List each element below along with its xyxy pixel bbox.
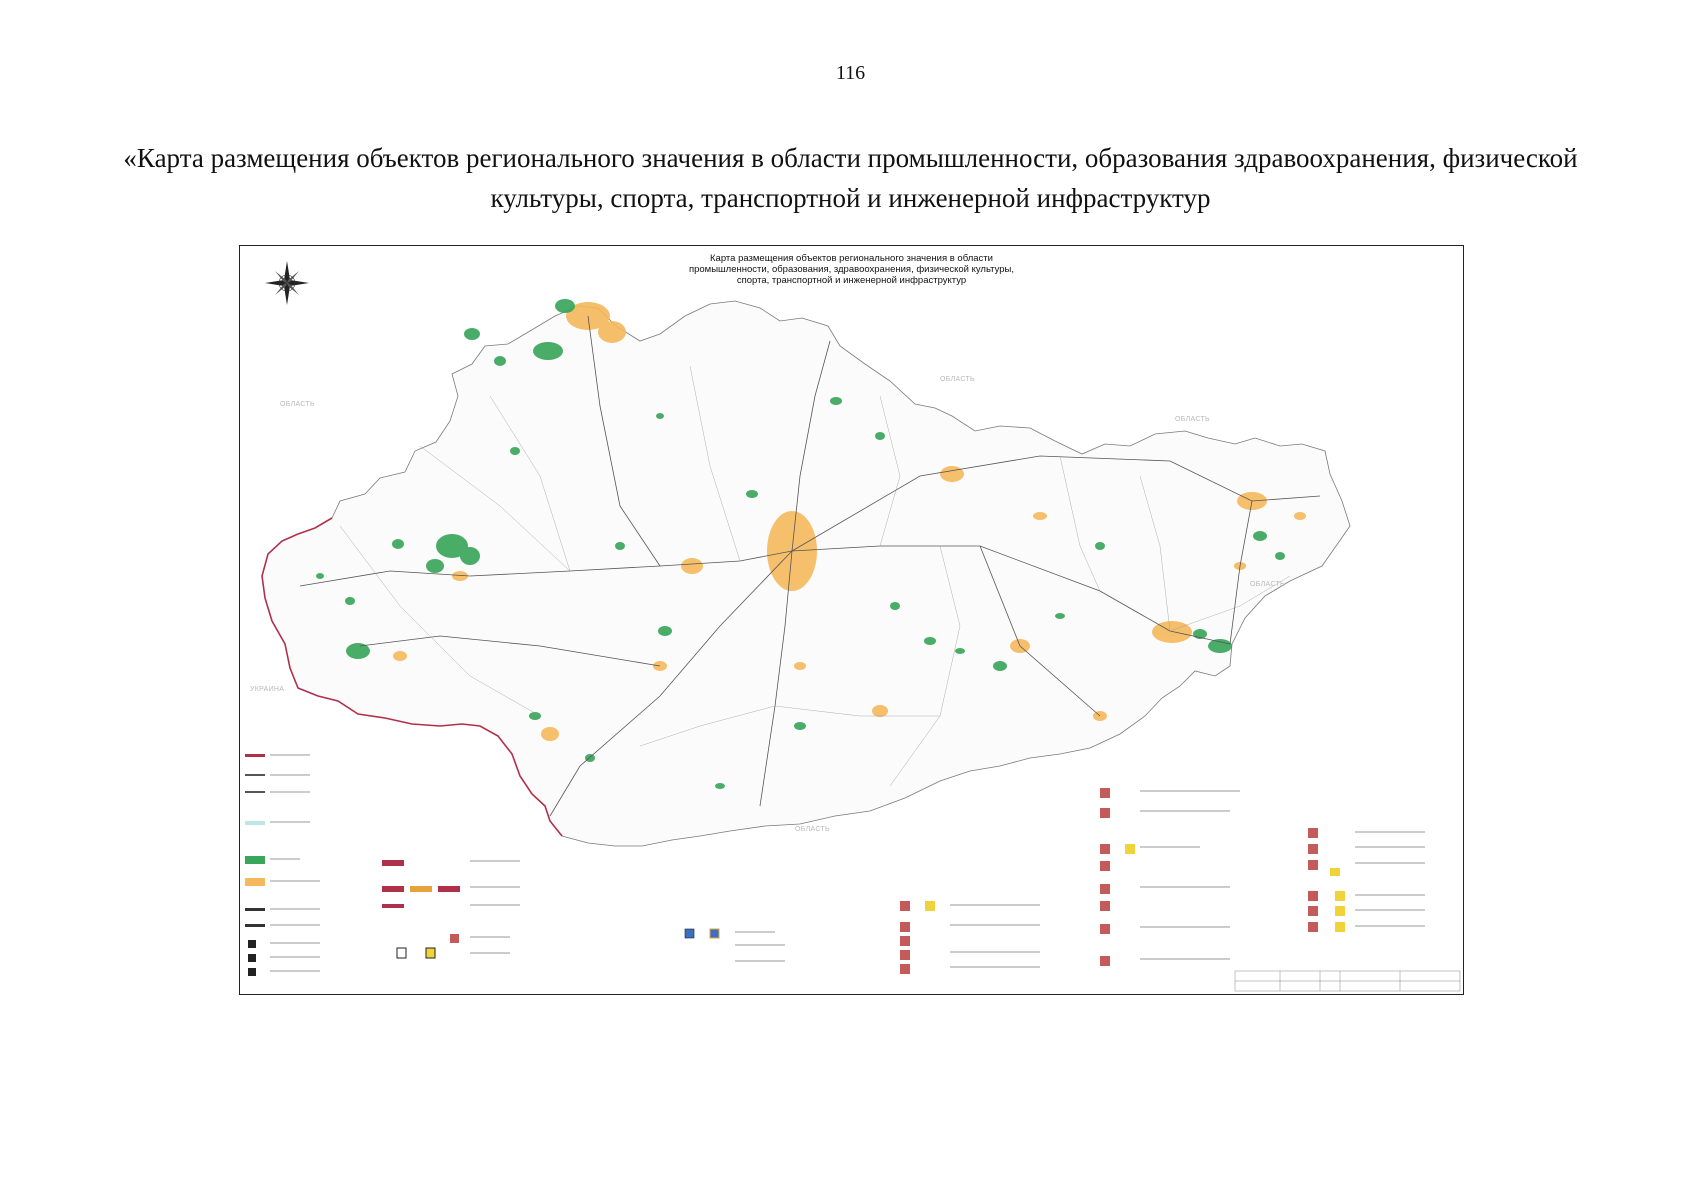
legend-transport (382, 860, 520, 958)
legend-industry (1100, 788, 1240, 966)
document-title: «Карта размещения объектов регионального значения в области промышленности, образования здравоохранения, физической культуры, спорта, транспортной и инженерной инфраструктур (123, 143, 1578, 213)
neighbour-region-label-n: ОБЛАСТЬ (940, 376, 975, 383)
region-map (240, 246, 1463, 994)
legend-left (245, 754, 320, 976)
compass-rose-icon (265, 261, 309, 305)
map-title-line-2: промышленности, образования, здравоохранения, физической культуры, (688, 264, 1015, 275)
neighbour-region-label-ne: ОБЛАСТЬ (1175, 416, 1210, 423)
legend-engineering (685, 929, 785, 962)
legend-sport (1308, 828, 1425, 932)
map-title-line-3: спорта, транспортной и инженерной инфраструктур (736, 275, 967, 286)
neighbour-region-label-s: ОБЛАСТЬ (795, 826, 830, 833)
map-title-line-1: Карта размещения объектов регионального значения в области (710, 253, 993, 264)
neighbour-region-label-w: УКРАИНА (250, 686, 285, 693)
title-block-stamp (1235, 971, 1460, 991)
legend-social (900, 901, 1040, 974)
neighbour-region-label-nw: ОБЛАСТЬ (280, 401, 315, 408)
page-number: 116 (835, 62, 866, 84)
map-frame (239, 245, 1464, 995)
neighbour-region-label-e: ОБЛАСТЬ (1250, 581, 1285, 588)
